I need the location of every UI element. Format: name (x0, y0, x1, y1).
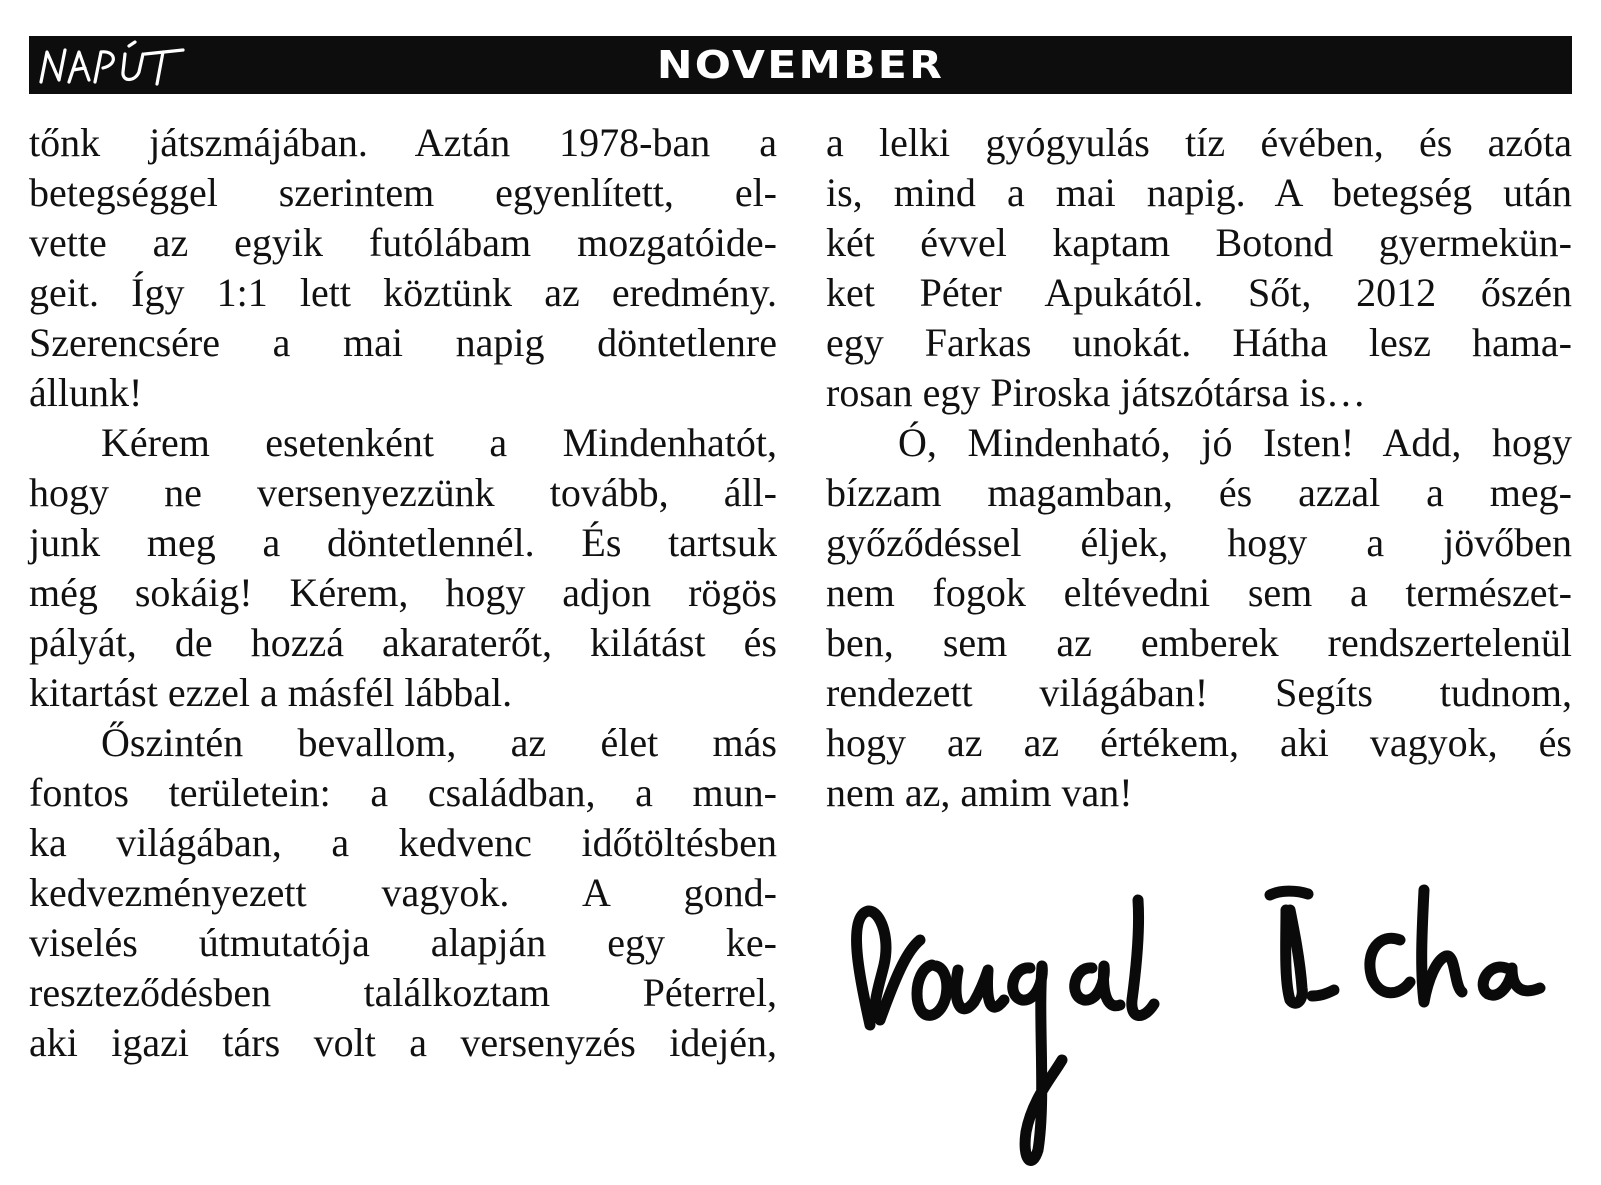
text-line: junk meg a döntetlennél. És tartsuk (29, 520, 777, 565)
text-line: két évvel kaptam Botond gyermekün- (826, 220, 1572, 265)
text-line: Szerencsére a mai napig döntetlenre (29, 320, 777, 365)
text-line: is, mind a mai napig. A betegség után (826, 170, 1572, 215)
text-line: győződéssel éljek, hogy a jövőben (826, 520, 1572, 565)
text-line: vette az egyik futólábam mozgatóide- (29, 220, 777, 265)
signature (840, 870, 1575, 1180)
text-line: ka világában, a kedvenc időtöltésben (29, 820, 777, 865)
text-line: fontos területein: a családban, a mun- (29, 770, 777, 815)
text-line: rendezett világában! Segíts tudnom, (826, 670, 1572, 715)
text-line: hogy az az értékem, aki vagyok, és (826, 720, 1572, 765)
text-line: ket Péter Apukától. Sőt, 2012 őszén (826, 270, 1572, 315)
text-line: kitartást ezzel a másfél lábbal. (29, 670, 513, 715)
text-line: viselés útmutatója alapján egy ke- (29, 920, 777, 965)
text-line: egy Farkas unokát. Hátha lesz hama- (826, 320, 1572, 365)
page-header-bar (29, 36, 1572, 94)
text-line: rosan egy Piroska játszótársa is… (826, 370, 1366, 415)
text-line: állunk! (29, 370, 143, 415)
text-line: reszteződésben találkoztam Péterrel, (29, 970, 777, 1015)
right-text-column (826, 118, 1572, 818)
text-line: pályát, de hozzá akaraterőt, kilátást és (29, 620, 777, 665)
text-line: a lelki gyógyulás tíz évében, és azóta (826, 120, 1572, 165)
text-line: kedvezményezett vagyok. A gond- (29, 870, 777, 915)
signature-icon (840, 870, 1575, 1180)
text-line: ben, sem az emberek rendszertelenül (826, 620, 1572, 665)
text-line: Ó, Mindenható, jó Isten! Add, hogy (898, 420, 1572, 465)
text-line: Kérem esetenként a Mindenhatót, (101, 420, 777, 465)
text-line: geit. Így 1:1 lett köztünk az eredmény. (29, 270, 777, 315)
text-line: még sokáig! Kérem, hogy adjon rögös (29, 570, 777, 615)
text-line: nem az, amim van! (826, 770, 1133, 815)
month-title: NOVEMBER (656, 43, 945, 87)
text-line: hogy ne versenyezzünk tovább, áll- (29, 470, 777, 515)
text-line: tőnk játszmájában. Aztán 1978-ban a (29, 120, 777, 165)
text-line: betegséggel szerintem egyenlített, el- (29, 170, 777, 215)
text-line: bízzam magamban, és azzal a meg- (826, 470, 1572, 515)
text-line: aki igazi társ volt a versenyzés idején, (29, 1020, 777, 1065)
text-line: Őszintén bevallom, az élet más (101, 720, 777, 765)
text-line: nem fogok eltévedni sem a természet- (826, 570, 1572, 615)
left-text-column (29, 118, 777, 1068)
